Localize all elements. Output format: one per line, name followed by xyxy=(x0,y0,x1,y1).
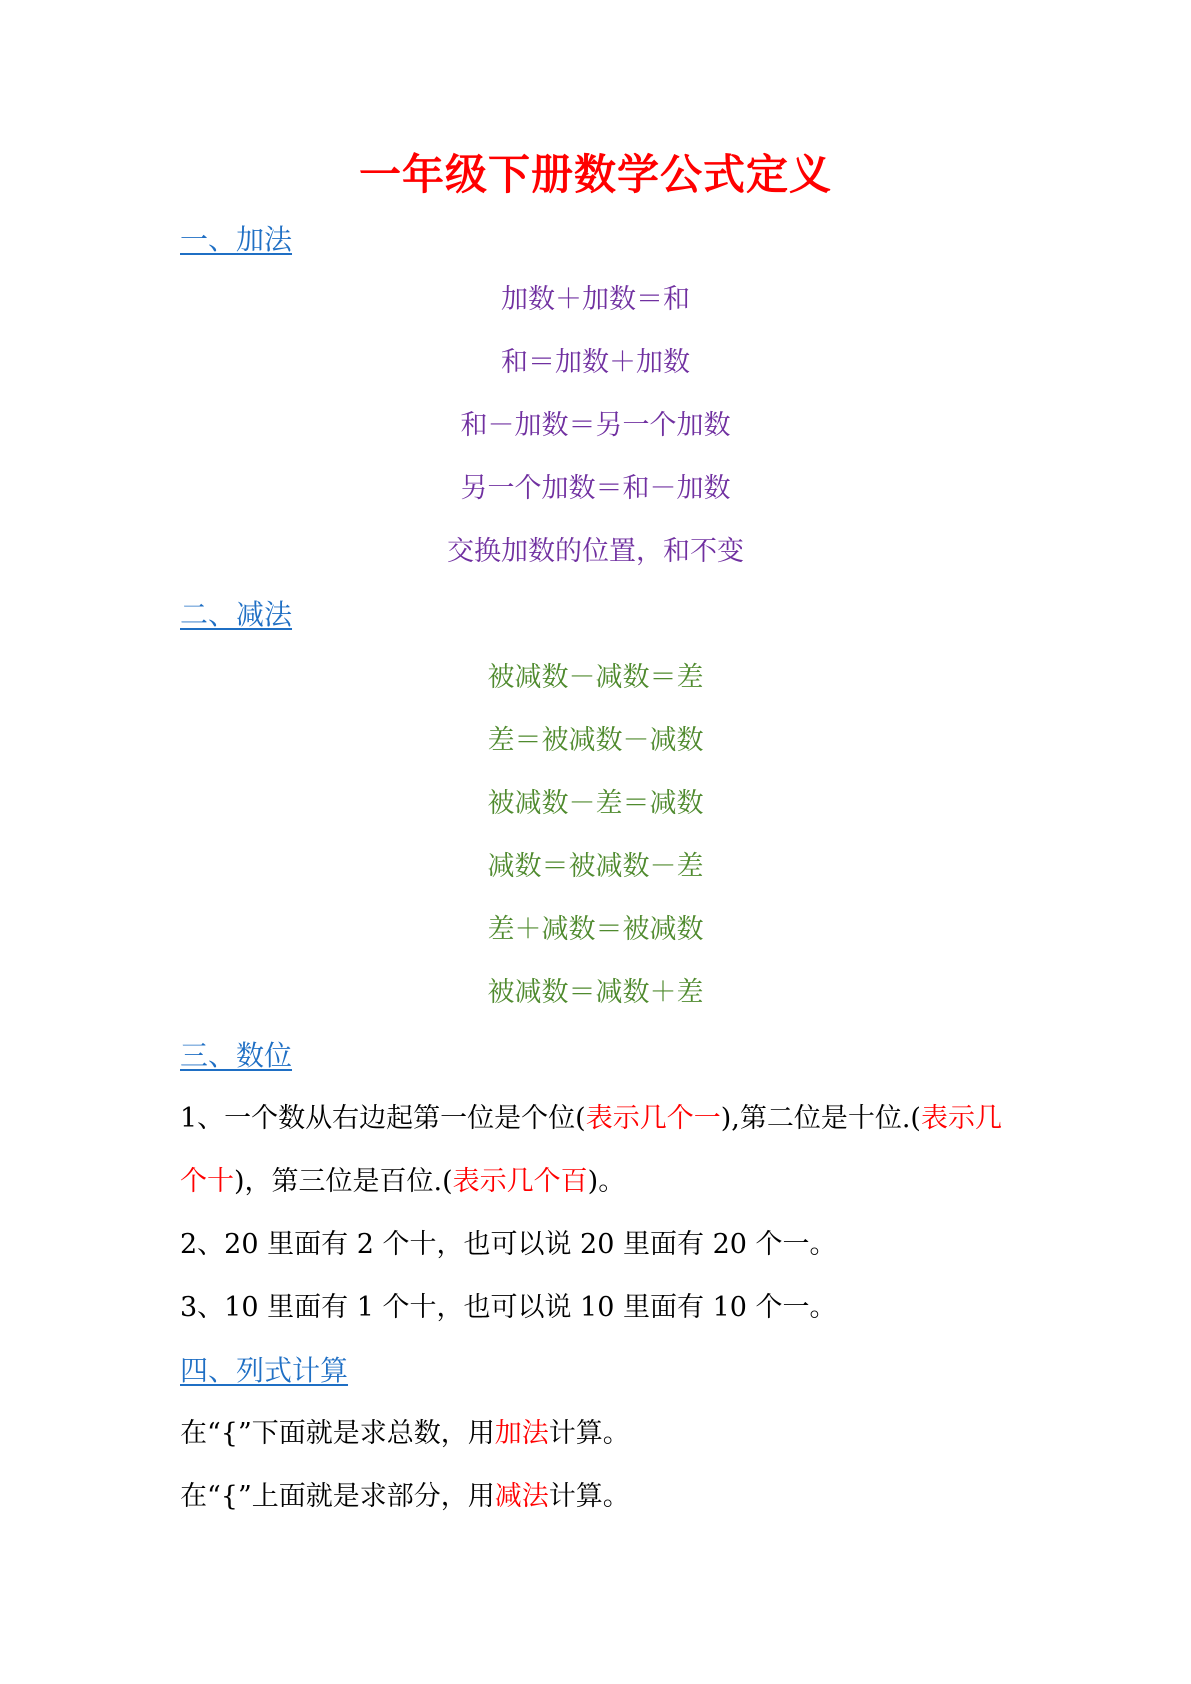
text-run: 在“{”上面就是求部分，用 xyxy=(180,1481,495,1512)
heading-addition: 一、加法 xyxy=(180,223,293,256)
heading-subtraction: 二、减法 xyxy=(180,598,293,631)
page-title: 一年级下册数学公式定义 xyxy=(358,150,832,199)
subtraction-formula-2: 差＝被减数－减数 xyxy=(487,725,704,756)
highlight-text: 减法 xyxy=(494,1481,549,1512)
text-run: 1、一个数从右边起第一位是个位( xyxy=(180,1103,586,1134)
place-value-paragraph-3: 3、10 里面有 1 个十，也可以说 10 里面有 10 个一。 xyxy=(180,1292,837,1323)
highlight-text: 表示几个百 xyxy=(452,1166,588,1197)
highlight-text: 表示几 xyxy=(920,1103,1002,1134)
addition-formula-2: 和＝加数＋加数 xyxy=(501,347,690,378)
calc-paragraph-2 xyxy=(180,1479,1020,1515)
heading-place-value: 三、数位 xyxy=(180,1039,293,1072)
place-value-paragraph-1-line-1 xyxy=(180,1101,1020,1137)
highlight-text: 表示几个一 xyxy=(585,1103,721,1134)
text-run: 计算。 xyxy=(548,1418,630,1449)
text-run: 在“{”下面就是求总数，用 xyxy=(180,1418,495,1449)
addition-formula-3: 和－加数＝另一个加数 xyxy=(460,410,731,441)
text-run: 计算。 xyxy=(548,1481,630,1512)
subtraction-formula-3: 被减数－差＝减数 xyxy=(487,788,704,819)
addition-formula-4: 另一个加数＝和－加数 xyxy=(460,473,731,504)
heading-calculation: 四、列式计算 xyxy=(180,1354,349,1387)
addition-rule: 交换加数的位置，和不变 xyxy=(447,536,744,567)
text-run: )，第三位是百位.( xyxy=(234,1166,453,1197)
addition-formula-1: 加数＋加数＝和 xyxy=(501,284,690,315)
calc-paragraph-1 xyxy=(180,1416,1020,1452)
subtraction-formula-4: 减数＝被减数－差 xyxy=(487,851,704,882)
place-value-paragraph-1-line-2 xyxy=(180,1164,1020,1200)
highlight-text: 个十 xyxy=(180,1166,234,1197)
subtraction-formula-1: 被减数－减数＝差 xyxy=(487,662,704,693)
subtraction-formula-6: 被减数＝减数＋差 xyxy=(487,977,704,1008)
subtraction-formula-5: 差＋减数＝被减数 xyxy=(487,914,704,945)
place-value-paragraph-2: 2、20 里面有 2 个十，也可以说 20 里面有 20 个一。 xyxy=(180,1229,837,1260)
highlight-text: 加法 xyxy=(494,1418,549,1449)
text-run: ),第二位是十位.( xyxy=(720,1103,921,1134)
text-run: )。 xyxy=(587,1166,626,1197)
